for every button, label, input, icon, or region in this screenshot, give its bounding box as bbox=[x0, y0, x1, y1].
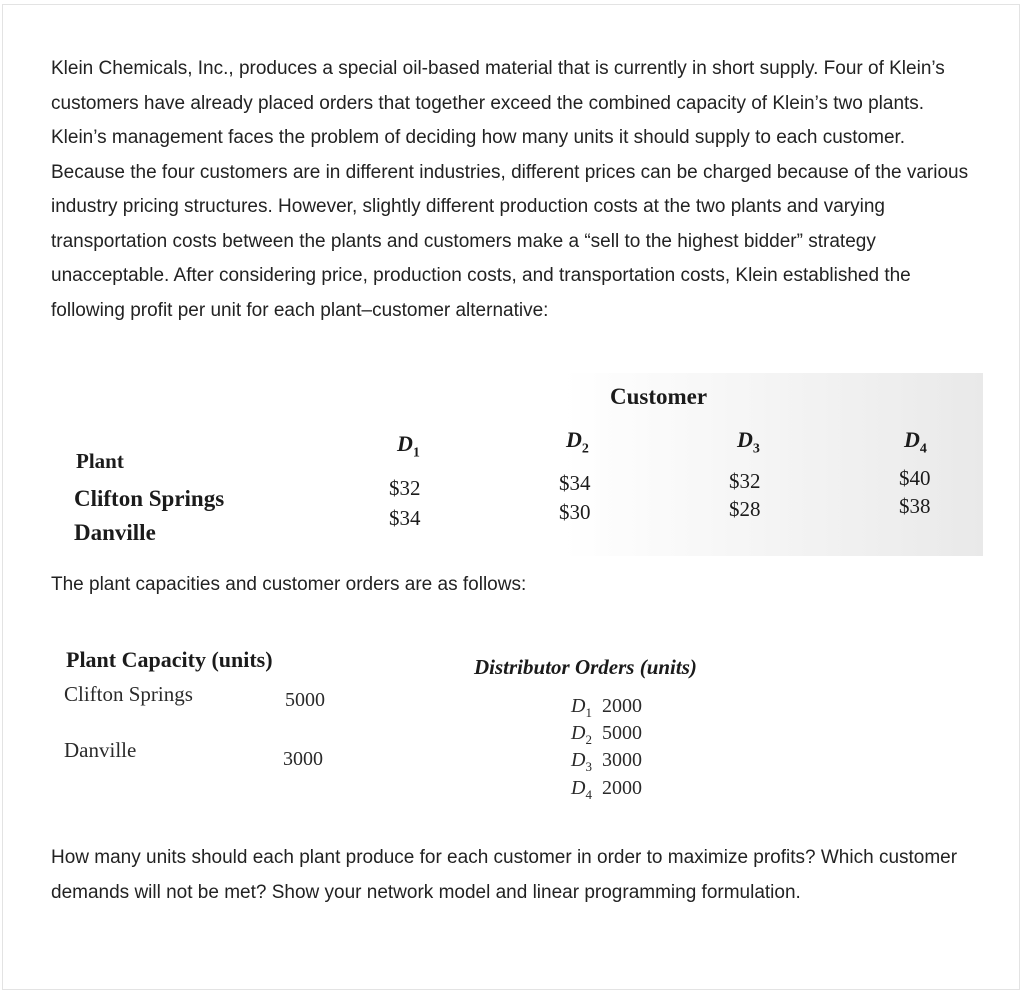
plant-header: Plant bbox=[76, 449, 124, 473]
profit-cell: $32 bbox=[389, 476, 421, 500]
capacity-plant-danville: Danville bbox=[64, 738, 137, 762]
capacity-plant-clifton: Clifton Springs bbox=[64, 682, 193, 706]
question-card bbox=[2, 4, 1020, 990]
col-header-d1: $D_1$ bbox=[397, 431, 420, 461]
capacity-title: Plant Capacity (units) bbox=[66, 647, 273, 672]
profit-cell: $28 bbox=[729, 497, 761, 521]
profit-cell: $38 bbox=[899, 494, 931, 518]
profit-cell: $32 bbox=[729, 469, 761, 493]
col-header-d3: $D_3$ bbox=[737, 427, 760, 457]
col-header-d4: $D_4$ bbox=[904, 427, 927, 457]
order-row-d1: $D_1$ 2000 bbox=[571, 695, 642, 720]
capacity-intro: The plant capacities and customer orders are as follows: bbox=[51, 574, 527, 595]
profit-cell: $30 bbox=[559, 500, 591, 524]
capacity-value-clifton: 5000 bbox=[285, 689, 325, 711]
order-row-d2: $D_2$ 5000 bbox=[571, 722, 642, 747]
row-label-clifton-springs: Clifton Springs bbox=[74, 486, 225, 511]
capacity-orders-image bbox=[51, 635, 791, 815]
capacity-value-danville: 3000 bbox=[283, 748, 323, 770]
profit-cell: $34 bbox=[389, 506, 421, 530]
col-header-d2: $D_2$ bbox=[566, 427, 589, 457]
order-row-d4: $D_4$ 2000 bbox=[571, 777, 642, 802]
order-row-d3: $D_3$ 3000 bbox=[571, 749, 642, 774]
question-paragraph: How many units should each plant produce for each customer in order to maximize profits? Which customer demands will not be met? Show your network model and linear programming formulation. bbox=[51, 847, 958, 903]
orders-title: Distributor Orders (units) bbox=[474, 655, 697, 679]
profit-table-image bbox=[51, 373, 983, 556]
customer-title: Customer bbox=[610, 384, 708, 409]
profit-cell: $34 bbox=[559, 471, 591, 495]
intro-paragraph: Klein Chemicals, Inc., produces a special oil-based material that is currently in short supply. Four of Klein’s customers have already placed orders that together exceed the combined capacity of Klein’s two plants. Klein’s management faces the problem of deciding how many units it should supply to each customer. Because the four customers are in different industries, different prices can be charged because of the various industry pricing structures. However, slightly different production costs at the two plants and varying transportation costs between the plants and customers make a “sell to the highest bidder” strategy unacceptable. After considering price, production costs, and transportation costs, Klein established the following profit per unit for each plant–customer alternative: bbox=[51, 58, 969, 321]
profit-cell: $40 bbox=[899, 466, 931, 490]
row-label-danville: Danville bbox=[74, 520, 156, 545]
